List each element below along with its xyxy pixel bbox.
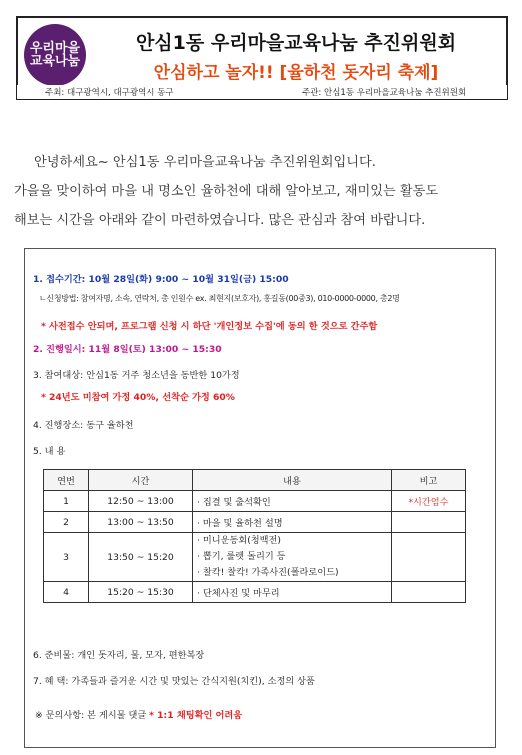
details-box [24, 248, 496, 748]
header-box [16, 16, 508, 94]
logo-text-line2: 교육나눔 [29, 54, 81, 69]
content-line: · 미니운동회(청백전) [197, 535, 282, 546]
intro-text [14, 148, 514, 235]
event-datetime: 2. 진행일시: 11월 8일(토) 13:00 ~ 15:30 [33, 344, 222, 355]
logo [24, 24, 86, 86]
row-time: 13:50 ~ 15:20 [89, 533, 193, 582]
event-subtitle: 안심하고 놀자!! [율하천 돗자리 축제] [153, 63, 439, 83]
col-header: 시간 [89, 470, 193, 491]
supplies: 6. 준비물: 개인 돗자리, 물, 모자, 편한복장 [33, 650, 205, 661]
col-header: 내용 [193, 470, 392, 491]
contents-heading: 5. 내 용 [33, 446, 66, 457]
venue: 4. 진행장소: 동구 율하천 [33, 420, 134, 431]
row-time: 15:20 ~ 15:30 [89, 582, 193, 603]
logo-text-line1: 우리마을 [29, 41, 81, 56]
contact-note: * 1:1 채팅확인 어려움 [149, 710, 243, 721]
row-time: 13:00 ~ 13:50 [89, 512, 193, 533]
benefits: 7. 혜 택: 가족들과 즐거운 시간 및 맛있는 간식지원(치킨), 소정의 상품 [33, 676, 315, 687]
row-time: 12:50 ~ 13:00 [89, 491, 193, 512]
row-content: · 단체사진 및 마무리 [193, 582, 392, 603]
participants-note: * 24년도 미참여 가정 40%, 선착순 가정 60% [41, 392, 235, 403]
row-number: 2 [44, 512, 89, 533]
table-row [44, 512, 466, 533]
host-text: 주최: 대구광역시, 대구광역시 동구 [45, 88, 174, 98]
row-number: 3 [44, 533, 89, 582]
row-note [392, 512, 466, 533]
contact-line [35, 707, 242, 721]
host-bar [16, 85, 508, 100]
table-row [44, 582, 466, 603]
participants: 3. 참여대상: 안심1동 거주 청소년을 동반한 10가정 [33, 370, 240, 381]
col-header: 연번 [44, 470, 89, 491]
row-content: · 집결 및 출석확인 [193, 491, 392, 512]
col-header: 비고 [392, 470, 466, 491]
table-row [44, 491, 466, 512]
row-note [392, 582, 466, 603]
content-line: · 뽑기, 룰렛 돌리기 등 [197, 551, 286, 562]
page-title: 안심1동 우리마을교육나눔 추진위원회 [135, 32, 457, 54]
row-note [392, 533, 466, 582]
organizer-text: 주관: 안심1동 우리마을교육나눔 추진위원회 [302, 88, 467, 98]
content-line: · 찰칵! 찰칵! 가족사진(폴라로이드) [197, 567, 339, 578]
intro-line: 가을을 맞이하여 마을 내 명소인 율하천에 대해 알아보고, 재미있는 활동도 [14, 184, 439, 199]
row-number: 1 [44, 491, 89, 512]
row-number: 4 [44, 582, 89, 603]
table-header-row [44, 470, 466, 491]
row-content: · 마을 및 율하천 설명 [193, 512, 392, 533]
registration-note: * 사전접수 안되며, 프로그램 신청 시 하단 '개인정보 수집'에 동의 한 것으로 간주함 [41, 321, 378, 332]
table-row [44, 533, 466, 582]
schedule-table [43, 469, 466, 603]
intro-line: 안녕하세요~ 안심1동 우리마을교육나눔 추진위원회입니다. [34, 155, 376, 170]
intro-line: 해보는 시간을 아래와 같이 마련하였습니다. 많은 관심과 참여 바랍니다. [14, 213, 426, 228]
row-note: *시간엄수 [392, 491, 466, 512]
registration-period: 1. 접수기간: 10월 28일(화) 9:00 ~ 10월 31일(금) 15:00 [33, 274, 289, 285]
application-method: ㄴ신청방법: 참여자명, 소속, 연락처, 총 인원수 ex. 최현지(보호자), 홍길동(00중3), 010-0000-0000, 총2명 [39, 294, 400, 303]
contact-prefix: ※ 문의사항: 본 게시물 댓글 [35, 710, 150, 721]
row-content [193, 533, 392, 582]
